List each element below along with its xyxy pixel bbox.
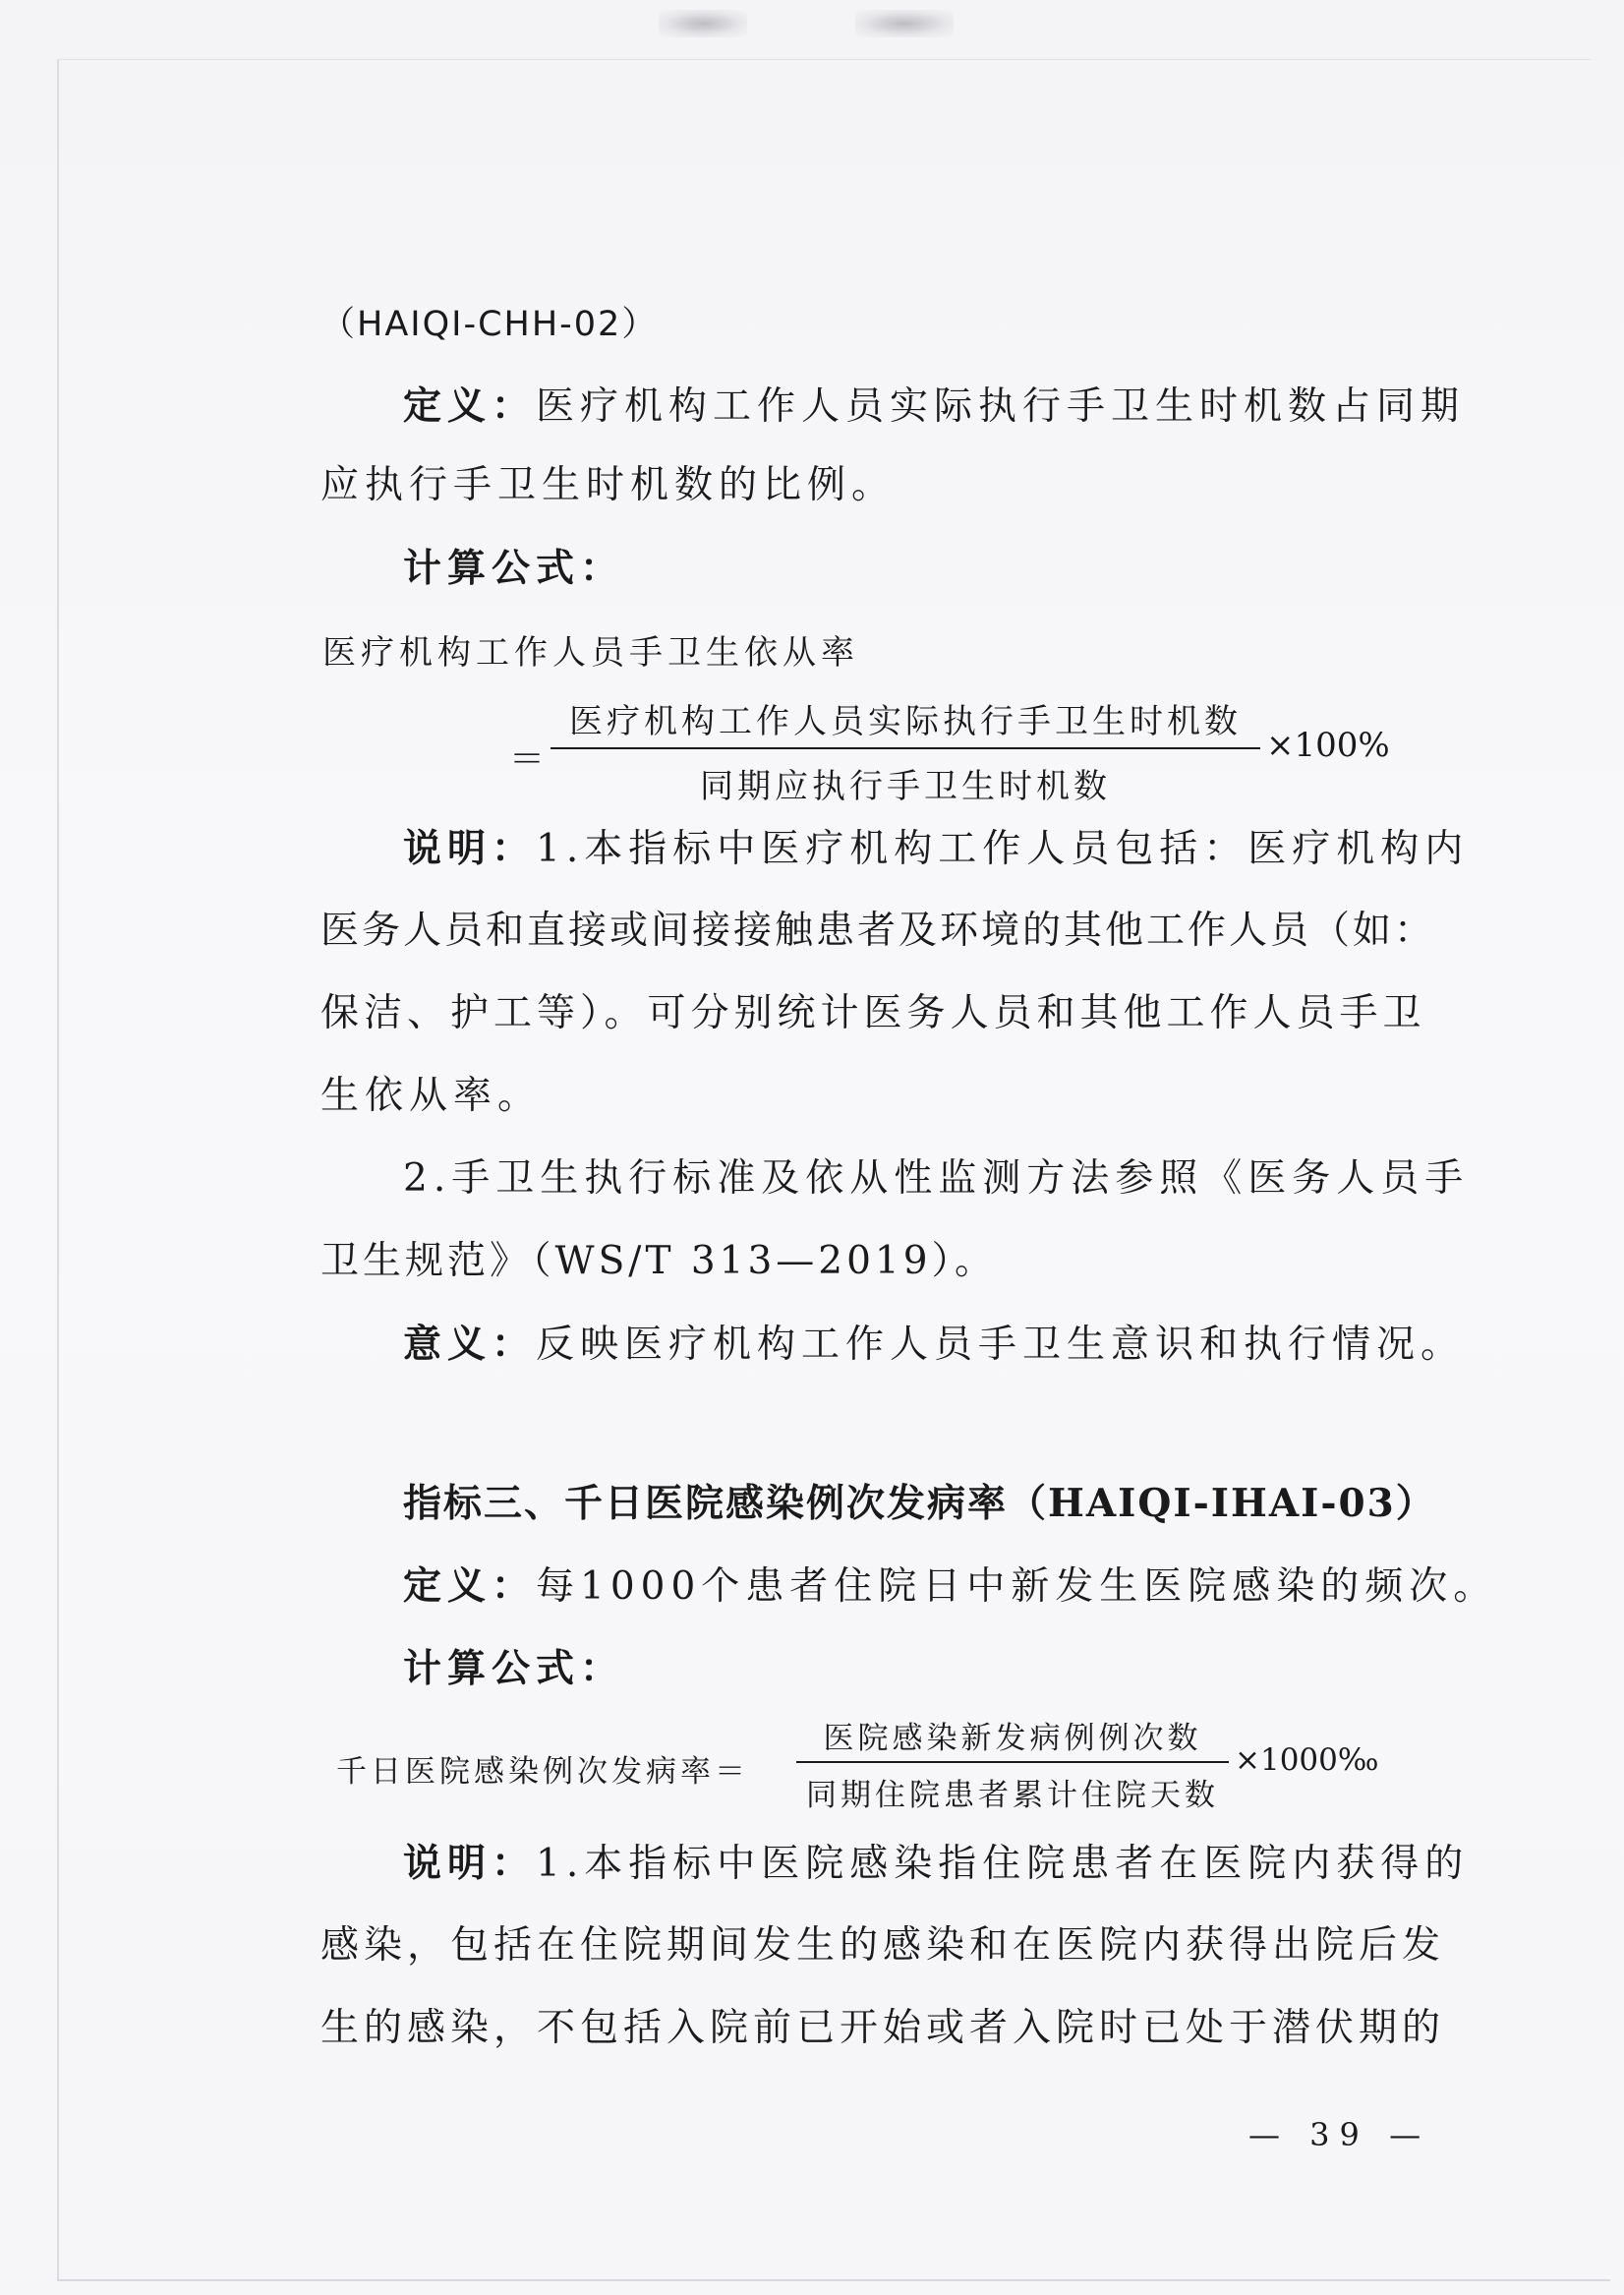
- note-1-line-4: 生依从率。: [320, 1074, 543, 1118]
- definition-text-1: 医疗机构工作人员实际执行手卫生时机数占同期: [536, 384, 1466, 429]
- scan-edge-left: [57, 59, 59, 2281]
- section-heading: 指标三、千日医院感染例次发病率（HAIQI-IHAI-03）: [403, 1481, 1436, 1526]
- section2-fraction-bar: [796, 1761, 1229, 1763]
- section2-formula-lhs: 千日医院感染例次发病率＝: [336, 1754, 749, 1790]
- note-1-line-1: [403, 824, 1469, 874]
- scan-edge-bottom: [57, 2279, 1610, 2281]
- formula-heading: 计算公式：: [403, 546, 625, 591]
- scan-edge-top: [57, 59, 1591, 60]
- note-1-line-2: 医务人员和直接或间接接触患者及环境的其他工作人员（如：: [320, 909, 1436, 953]
- section2-note-line-2: 感染，包括在住院期间发生的感染和在医院内获得出院后发: [320, 1923, 1446, 1968]
- section2-note-line-3: 生的感染，不包括入院前已开始或者入院时已处于潜伏期的: [320, 2006, 1446, 2050]
- formula-equals: ＝: [509, 739, 546, 780]
- fraction-bar: [551, 747, 1260, 749]
- significance-line: [403, 1320, 1465, 1370]
- section2-note-label: 说明：: [403, 1841, 537, 1886]
- formula-numerator: 医疗机构工作人员实际执行手卫生时机数: [569, 702, 1242, 741]
- section2-note-line-1: [403, 1839, 1469, 1889]
- definition-line-1: [403, 382, 1465, 432]
- note-2-line-1: 2.手卫生执行标准及依从性监测方法参照《医务人员手: [403, 1156, 1470, 1201]
- section2-formula-denominator: 同期住院患者累计住院天数: [806, 1778, 1219, 1813]
- significance-label: 意义：: [403, 1322, 537, 1367]
- formula-multiplier: ×100%: [1266, 726, 1390, 765]
- page-number: — 39 —: [1248, 2116, 1431, 2153]
- scan-artifact-stamp-left: [659, 10, 747, 37]
- formula-lhs: 医疗机构工作人员手卫生依从率: [322, 633, 859, 673]
- section2-formula-heading: 计算公式：: [403, 1646, 625, 1691]
- formula-denominator: 同期应执行手卫生时机数: [700, 767, 1111, 806]
- note-2-line-2: 卫生规范》（WS/T 313—2019）。: [320, 1239, 998, 1283]
- significance-text: 反映医疗机构工作人员手卫生意识和执行情况。: [536, 1323, 1466, 1367]
- definition-line-2: 应执行手卫生时机数的比例。: [320, 463, 897, 507]
- section2-formula-multiplier: ×1000‰: [1235, 1742, 1379, 1778]
- section2-definition-line: [403, 1561, 1497, 1612]
- definition-label: 定义：: [403, 383, 537, 429]
- section2-definition-text: 每1000个患者住院日中新发生医院感染的频次。: [536, 1564, 1498, 1609]
- scan-artifact-stamp-right: [855, 10, 954, 37]
- note-1-text-1: 1.本指标中医疗机构工作人员包括：医疗机构内: [536, 827, 1470, 871]
- indicator-code: （HAIQI-CHH-02）: [320, 305, 659, 344]
- note-1-line-3: 保洁、护工等）。可分别统计医务人员和其他工作人员手卫: [320, 991, 1426, 1035]
- note-label: 说明：: [403, 826, 537, 871]
- section2-note-text-1: 1.本指标中医院感染指住院患者在医院内获得的: [536, 1842, 1470, 1886]
- section2-definition-label: 定义：: [403, 1563, 537, 1609]
- section2-formula-numerator: 医院感染新发病例例次数: [823, 1721, 1202, 1756]
